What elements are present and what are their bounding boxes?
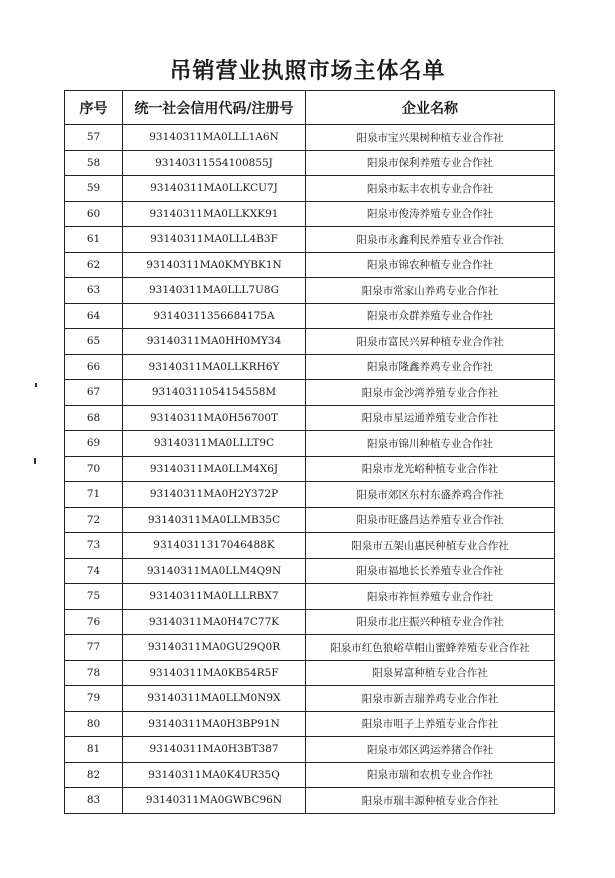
- table-row: [65, 456, 555, 482]
- cell-code: 93140311MA0H47C77K: [123, 609, 306, 635]
- cell-name: 阳泉市众群养殖专业合作社: [306, 303, 555, 329]
- cell-name: 阳泉市郊区鸿运养猪合作社: [306, 737, 555, 763]
- cell-seq: 71: [65, 482, 123, 508]
- cell-seq: 81: [65, 737, 123, 763]
- cell-seq: 63: [65, 278, 123, 304]
- cell-name: 阳泉市星运通养殖专业合作社: [306, 405, 555, 431]
- table-row: [65, 329, 555, 355]
- cell-name: 阳泉市瑞和农机专业合作社: [306, 762, 555, 788]
- cell-code: 93140311554100855J: [123, 150, 306, 176]
- cell-name: 阳泉市锦川种植专业合作社: [306, 431, 555, 457]
- table-row: [65, 609, 555, 635]
- scan-artifact-mark: [35, 383, 37, 387]
- table-row: [65, 176, 555, 202]
- cell-seq: 68: [65, 405, 123, 431]
- cell-code: 93140311MA0LLMB35C: [123, 507, 306, 533]
- cell-seq: 70: [65, 456, 123, 482]
- cell-code: 93140311MA0K4UR35Q: [123, 762, 306, 788]
- cell-seq: 59: [65, 176, 123, 202]
- cell-name: 阳泉市北庄振兴种植专业合作社: [306, 609, 555, 635]
- table-row: [65, 558, 555, 584]
- table-row: [65, 380, 555, 406]
- cell-name: 阳泉市耘丰农机专业合作社: [306, 176, 555, 202]
- cell-code: 93140311356684175A: [123, 303, 306, 329]
- cell-code: 93140311MA0GWBC96N: [123, 788, 306, 814]
- column-header-name: 企业名称: [306, 91, 555, 125]
- cell-code: 93140311MA0H2Y372P: [123, 482, 306, 508]
- column-header-seq: 序号: [65, 91, 123, 125]
- cell-code: 93140311MA0LLL7U8G: [123, 278, 306, 304]
- cell-name: 阳泉市红色狼峪草帽山蜜蜂养殖专业合作社: [306, 635, 555, 661]
- cell-code: 93140311MA0LLL4B3F: [123, 227, 306, 253]
- cell-seq: 73: [65, 533, 123, 559]
- table-row: [65, 405, 555, 431]
- cell-seq: 67: [65, 380, 123, 406]
- table-row: [65, 482, 555, 508]
- cell-seq: 78: [65, 660, 123, 686]
- cell-seq: 82: [65, 762, 123, 788]
- page-title: 吊销营业执照市场主体名单: [169, 59, 446, 84]
- cell-seq: 58: [65, 150, 123, 176]
- table-row: [65, 354, 555, 380]
- table-row: [65, 227, 555, 253]
- cell-seq: 75: [65, 584, 123, 610]
- table-row: [65, 788, 555, 814]
- table-row: [65, 711, 555, 737]
- table-header-row: [65, 91, 555, 125]
- table-row: [65, 431, 555, 457]
- table-row: [65, 150, 555, 176]
- cell-seq: 76: [65, 609, 123, 635]
- cell-name: 阳泉市富民兴昇种植专业合作社: [306, 329, 555, 355]
- cell-name: 阳泉市永鑫利民养殖专业合作社: [306, 227, 555, 253]
- revoked-license-table: [64, 90, 555, 814]
- table-row: [65, 252, 555, 278]
- cell-name: 阳泉市新吉瑞养鸡专业合作社: [306, 686, 555, 712]
- cell-seq: 80: [65, 711, 123, 737]
- cell-name: 阳泉市五架山惠民种植专业合作社: [306, 533, 555, 559]
- cell-name: 阳泉市郊区东村东盛养鸡合作社: [306, 482, 555, 508]
- cell-name: 阳泉市瑞丰源种植专业合作社: [306, 788, 555, 814]
- cell-name: 阳泉市保利养殖专业合作社: [306, 150, 555, 176]
- cell-code: 93140311MA0KB54R5F: [123, 660, 306, 686]
- cell-code: 93140311MA0LLKXK91: [123, 201, 306, 227]
- table-row: [65, 303, 555, 329]
- cell-name: 阳泉昇富种植专业合作社: [306, 660, 555, 686]
- cell-seq: 65: [65, 329, 123, 355]
- cell-code: 93140311MA0GU29Q0R: [123, 635, 306, 661]
- scan-artifact-mark: [34, 458, 36, 464]
- cell-code: 93140311MA0LLKCU7J: [123, 176, 306, 202]
- cell-seq: 83: [65, 788, 123, 814]
- cell-code: 93140311054154558M: [123, 380, 306, 406]
- table-row: [65, 660, 555, 686]
- cell-name: 阳泉市旺盛昌达养殖专业合作社: [306, 507, 555, 533]
- cell-code: 93140311MA0LLM0N9X: [123, 686, 306, 712]
- cell-code: 93140311MA0LLM4Q9N: [123, 558, 306, 584]
- cell-seq: 64: [65, 303, 123, 329]
- table-row: [65, 762, 555, 788]
- cell-code: 93140311317046488K: [123, 533, 306, 559]
- cell-seq: 69: [65, 431, 123, 457]
- cell-code: 93140311MA0LLM4X6J: [123, 456, 306, 482]
- cell-name: 阳泉市咀子上养殖专业合作社: [306, 711, 555, 737]
- table-row: [65, 686, 555, 712]
- cell-name: 阳泉市金沙湾养殖专业合作社: [306, 380, 555, 406]
- cell-code: 93140311MA0H3BP91N: [123, 711, 306, 737]
- table-row: [65, 507, 555, 533]
- cell-seq: 60: [65, 201, 123, 227]
- cell-seq: 79: [65, 686, 123, 712]
- cell-code: 93140311MA0LLL1A6N: [123, 125, 306, 151]
- cell-seq: 62: [65, 252, 123, 278]
- cell-code: 93140311MA0LLKRH6Y: [123, 354, 306, 380]
- cell-name: 阳泉市锦农种植专业合作社: [306, 252, 555, 278]
- table-row: [65, 635, 555, 661]
- table-body: [65, 125, 555, 814]
- table-row: [65, 125, 555, 151]
- cell-seq: 74: [65, 558, 123, 584]
- cell-name: 阳泉市龙光峪种植专业合作社: [306, 456, 555, 482]
- table-row: [65, 533, 555, 559]
- cell-seq: 72: [65, 507, 123, 533]
- cell-seq: 66: [65, 354, 123, 380]
- table-row: [65, 737, 555, 763]
- cell-code: 93140311MA0H56700T: [123, 405, 306, 431]
- cell-seq: 77: [65, 635, 123, 661]
- cell-name: 阳泉市俊涛养殖专业合作社: [306, 201, 555, 227]
- cell-name: 阳泉市福地长长养殖专业合作社: [306, 558, 555, 584]
- table-row: [65, 584, 555, 610]
- cell-code: 93140311MA0HH0MY34: [123, 329, 306, 355]
- cell-name: 阳泉市宝兴果树种植专业合作社: [306, 125, 555, 151]
- column-header-code: 统一社会信用代码/注册号: [123, 91, 306, 125]
- cell-name: 阳泉市祚恒养殖专业合作社: [306, 584, 555, 610]
- cell-code: 93140311MA0H3BT387: [123, 737, 306, 763]
- cell-code: 93140311MA0LLLT9C: [123, 431, 306, 457]
- table-row: [65, 201, 555, 227]
- cell-code: 93140311MA0KMYBK1N: [123, 252, 306, 278]
- table-row: [65, 278, 555, 304]
- cell-seq: 57: [65, 125, 123, 151]
- cell-code: 93140311MA0LLLRBX7: [123, 584, 306, 610]
- cell-name: 阳泉市隆鑫养鸡专业合作社: [306, 354, 555, 380]
- cell-name: 阳泉市常家山养鸡专业合作社: [306, 278, 555, 304]
- cell-seq: 61: [65, 227, 123, 253]
